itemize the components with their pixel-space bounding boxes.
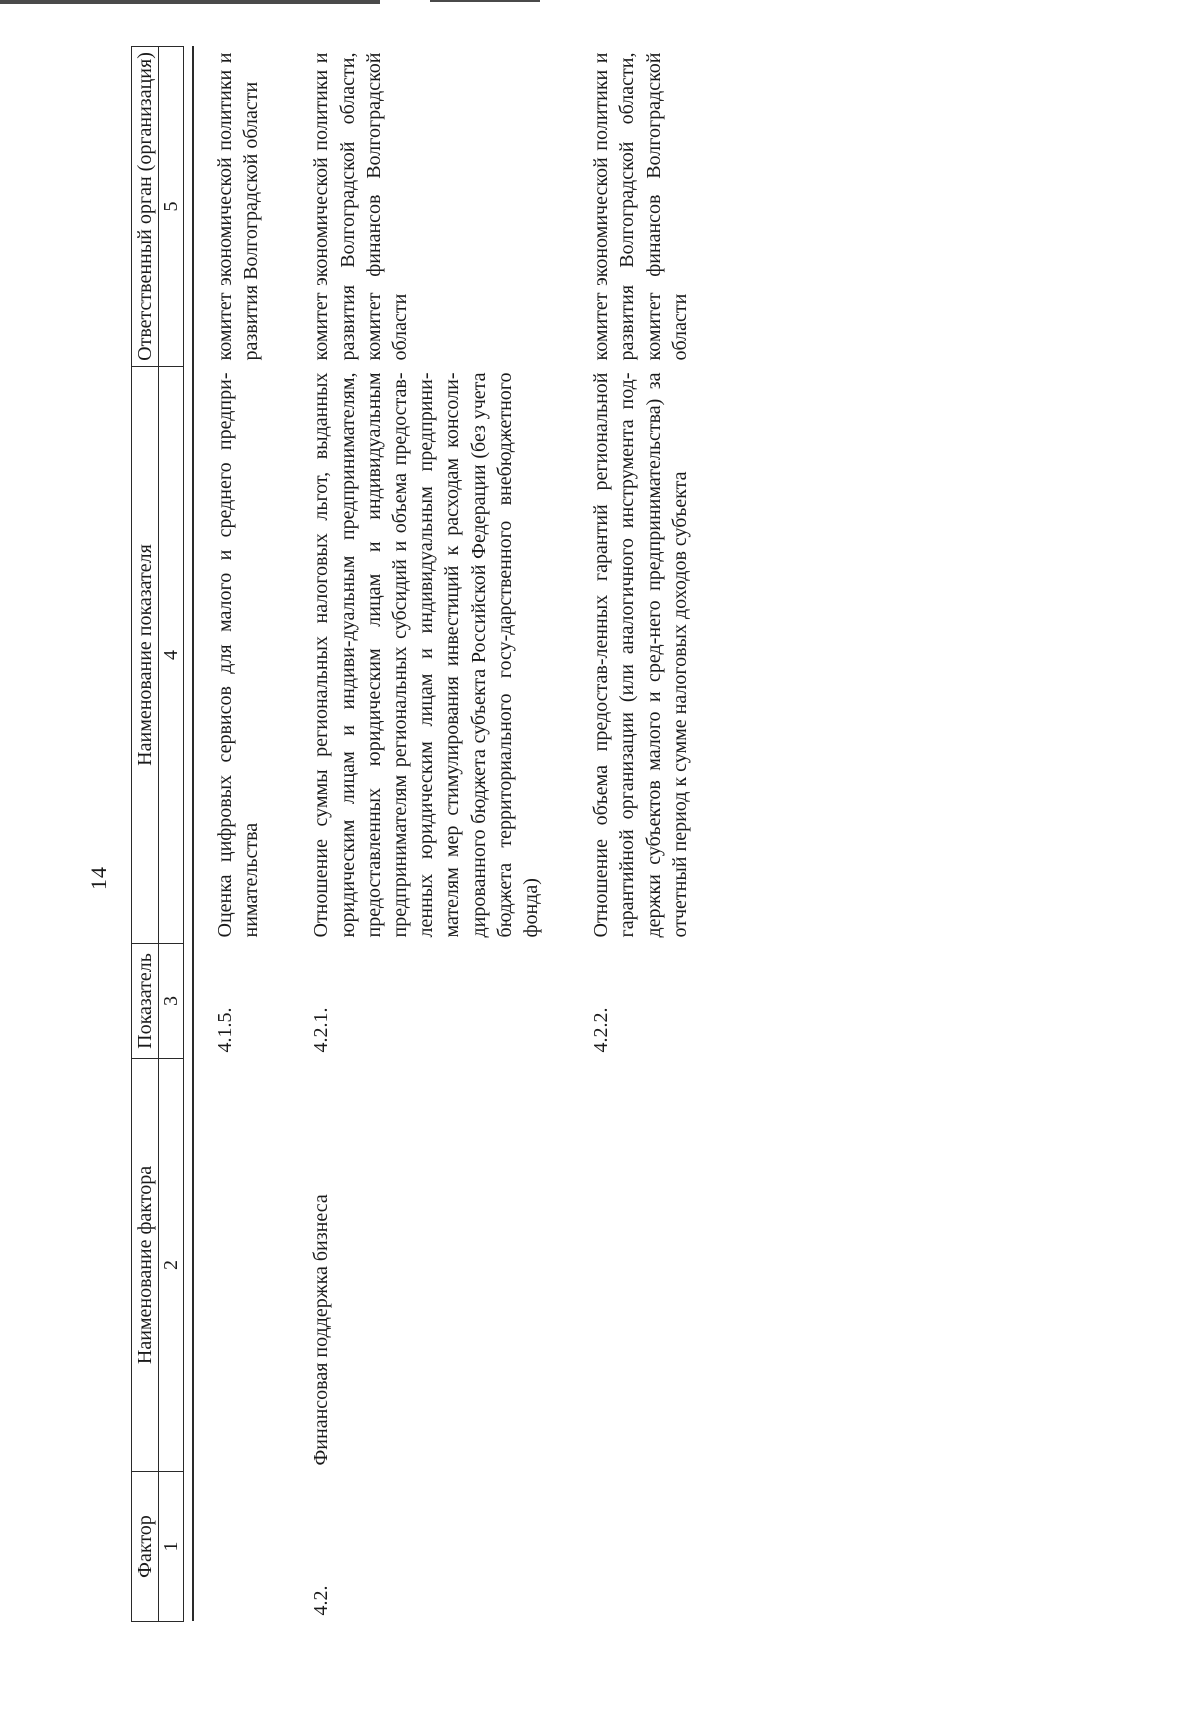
factor-name-cell xyxy=(194,1059,291,1472)
page-number: 14 xyxy=(86,866,111,890)
responsible-cell: комитет экономической политики и развития Волгоградской области xyxy=(214,52,263,361)
table-row xyxy=(290,47,570,1622)
indicator-name-cell: Оценка цифровых сервисов для малого и среднего предпри-нимательства xyxy=(214,372,263,938)
indicator-name-cell: Отношение объема предостав-ленных гарантий региональной гарантийной организации (или аналогичного инструмента под-держки субъектов малого и сред-него предпринимательства) за отчетный период к сумме налоговых доходов субъекта xyxy=(590,372,691,938)
column-number: 1 xyxy=(159,1472,184,1622)
header-responsible: Ответственный орган (организация) xyxy=(132,47,159,367)
column-number: 5 xyxy=(159,47,184,367)
column-number-row xyxy=(159,47,184,1622)
header-row xyxy=(132,47,159,1622)
factor-name-cell: Финансовая поддержка бизнеса xyxy=(310,1194,333,1466)
indicator-name-cell: Отношение суммы региональных налоговых льгот, выданных юридическим лицам и индиви-дуальным предпринимателям, предоставленных юридическим лицам и индивидуальным предпринимателям региональных субсидий и объема предостав-ленных юридическим лицам и индивидуальным предприни-мателям мер стимулирования инвестиций к расходам консоли-дированного бюджета субъекта Российской Федерации (без учета бюджета территориального госу-дарственного внебюджетного фонда) xyxy=(310,372,543,938)
column-number: 4 xyxy=(159,367,184,944)
indicator-code-cell: 4.2.1. xyxy=(310,1007,333,1053)
column-number: 3 xyxy=(159,944,184,1059)
indicators-table xyxy=(131,46,719,1622)
indicator-code-cell: 4.2.2. xyxy=(590,1007,613,1053)
table-row xyxy=(570,47,719,1622)
header-indicator-name: Наименование показателя xyxy=(132,367,159,944)
spacer-row xyxy=(184,47,193,1622)
indicator-code-cell: 4.1.5. xyxy=(214,1007,236,1053)
header-factor: Фактор xyxy=(132,1472,159,1622)
responsible-cell: комитет экономической политики и развития Волгоградской области, комитет финансов Волгоградской области xyxy=(590,52,691,361)
factor-name-cell xyxy=(570,1059,719,1472)
header-factor-name: Наименование фактора xyxy=(132,1059,159,1472)
factor-cell xyxy=(570,1472,719,1622)
header-indicator: Показатель xyxy=(132,944,159,1059)
factor-cell xyxy=(194,1472,291,1622)
responsible-cell: комитет экономической политики и развития Волгоградской области, комитет финансов Волгоградской области xyxy=(310,52,412,361)
factor-cell: 4.2. xyxy=(310,1585,333,1616)
table-row xyxy=(194,47,291,1622)
column-number: 2 xyxy=(159,1059,184,1472)
